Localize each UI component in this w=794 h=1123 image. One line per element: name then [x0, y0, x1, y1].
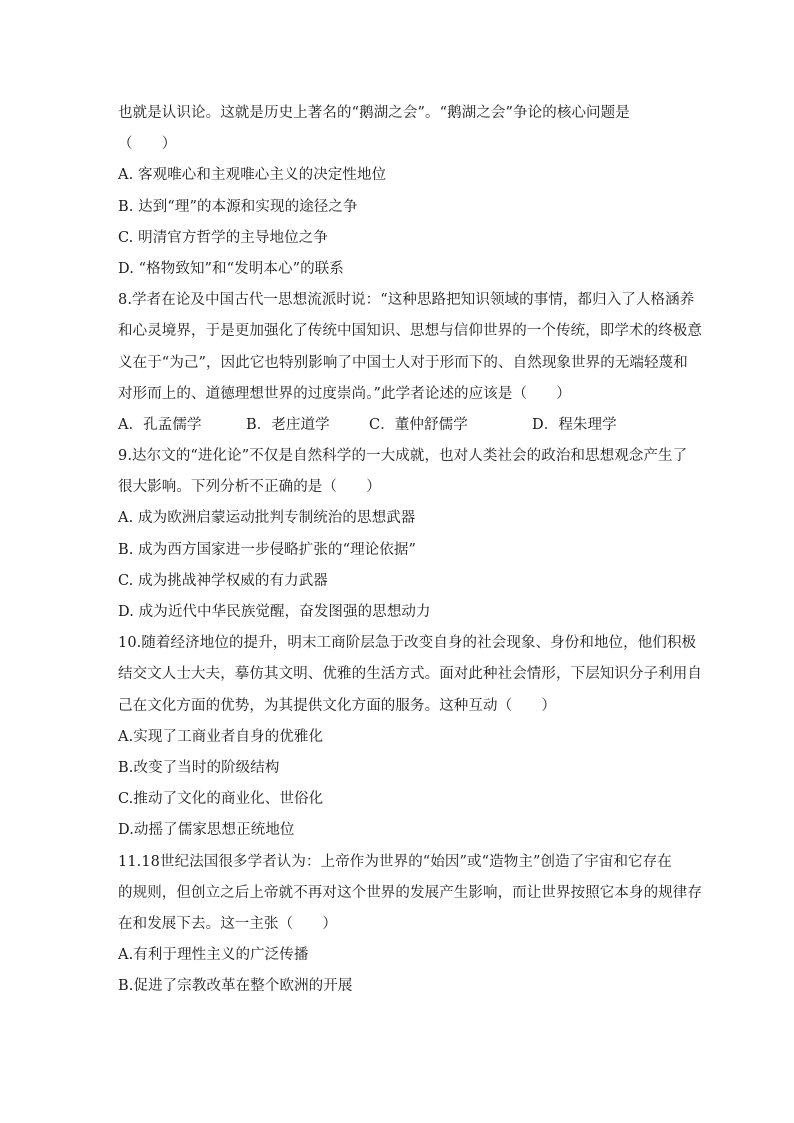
- question-7-option-c: C. 明清官方哲学的主导地位之争: [118, 229, 328, 246]
- question-11: [118, 847, 702, 1003]
- question-9-option-d: D. 成为近代中华民族觉醒，奋发图强的思想动力: [118, 604, 431, 620]
- question-8-option-c: C．董仲舒儒学: [369, 416, 468, 433]
- question-11-option-b: B.促进了宗教改革在整个欧洲的开展: [118, 978, 353, 995]
- question-8-stem-line: 8.学者在论及中国古代一思想流派时说：“这种思路把知识领域的事情，都归入了人格涵养: [118, 292, 695, 309]
- question-7-stem-line: 也就是认识论。这就是历史上著名的“鹅湖之会”。“鹅湖之会”争论的核心问题是: [118, 105, 630, 121]
- question-11-stem-line: 的规则，但创立之后上帝就不再对这个世界的发展产生影响，而让世界按照它本身的规律存: [118, 884, 702, 901]
- question-9-stem-line: 9.达尔文的“进化论”不仅是自然科学的一大成就，也对人类社会的政治和思想观念产生了: [118, 448, 688, 465]
- question-7-answer-bracket: （ ）: [118, 136, 177, 153]
- question-10: [118, 628, 702, 846]
- question-9: [118, 441, 688, 628]
- question-10-stem-line: 己在文化方面的优势，为其提供文化方面的服务。这种互动（ ）: [118, 697, 556, 714]
- question-8-stem-line: 义在于“为己”，因此它也特别影响了中国士人对于形而下的、自然现象世界的无端轻蔑和: [118, 354, 688, 371]
- question-8-option-d: D．程朱理学: [532, 416, 617, 433]
- question-10-stem-line: 10.随着经济地位的提升，明末工商阶层急于改变自身的社会现象、身份和地位，他们积极: [118, 635, 697, 652]
- question-7-option-a: A. 客观唯心和主观唯心主义的决定性地位: [118, 167, 387, 184]
- question-list: [118, 98, 702, 1002]
- question-10-option-a: A.实现了工商业者自身的优雅化: [118, 728, 324, 745]
- question-10-option-c: C.推动了文化的商业化、世俗化: [118, 791, 324, 808]
- question-8-options-row: [118, 410, 680, 441]
- question-9-option-c: C. 成为挑战神学权威的有力武器: [118, 572, 328, 589]
- question-8-option-b: B．老庄道学: [246, 416, 330, 433]
- question-9-option-b: B. 成为西方国家进一步侵略扩张的“理论依据”: [118, 541, 416, 558]
- question-7-option-d: D. “格物致知”和“发明本心”的联系: [118, 260, 344, 277]
- question-10-option-b: B.改变了当时的阶级结构: [118, 759, 280, 776]
- question-9-option-a: A. 成为欧洲启蒙运动批判专制统治的思想武器: [118, 510, 416, 527]
- question-11-option-a: A.有利于理性主义的广泛传播: [118, 947, 309, 964]
- question-8: [118, 285, 702, 441]
- question-7: [118, 98, 680, 285]
- question-10-stem-line: 结交文人士大夫，摹仿其文明、优雅的生活方式。面对此种社会情形，下层知识分子利用自: [118, 666, 702, 683]
- question-9-stem-line: 很大影响。下列分析不正确的是（ ）: [118, 479, 381, 496]
- question-8-option-a: A．孔孟儒学: [118, 416, 202, 433]
- question-11-stem-line: 11.18世纪法国很多学者认为：上帝作为世界的“始因”或“造物主”创造了宇宙和它存在: [118, 853, 672, 870]
- question-10-option-d: D.动摇了儒家思想正统地位: [118, 822, 295, 839]
- question-8-stem-line: 和心灵境界，于是更加强化了传统中国知识、思想与信仰世界的一个传统，即学术的终极意: [118, 323, 702, 340]
- question-11-stem-line: 在和发展下去。这一主张（ ）: [118, 915, 337, 932]
- question-7-option-b: B. 达到“理”的本源和实现的途径之争: [118, 198, 358, 215]
- question-8-stem-line: 对形而上的、道德理想世界的过度崇尚。”此学者论述的应该是（ ）: [118, 385, 571, 402]
